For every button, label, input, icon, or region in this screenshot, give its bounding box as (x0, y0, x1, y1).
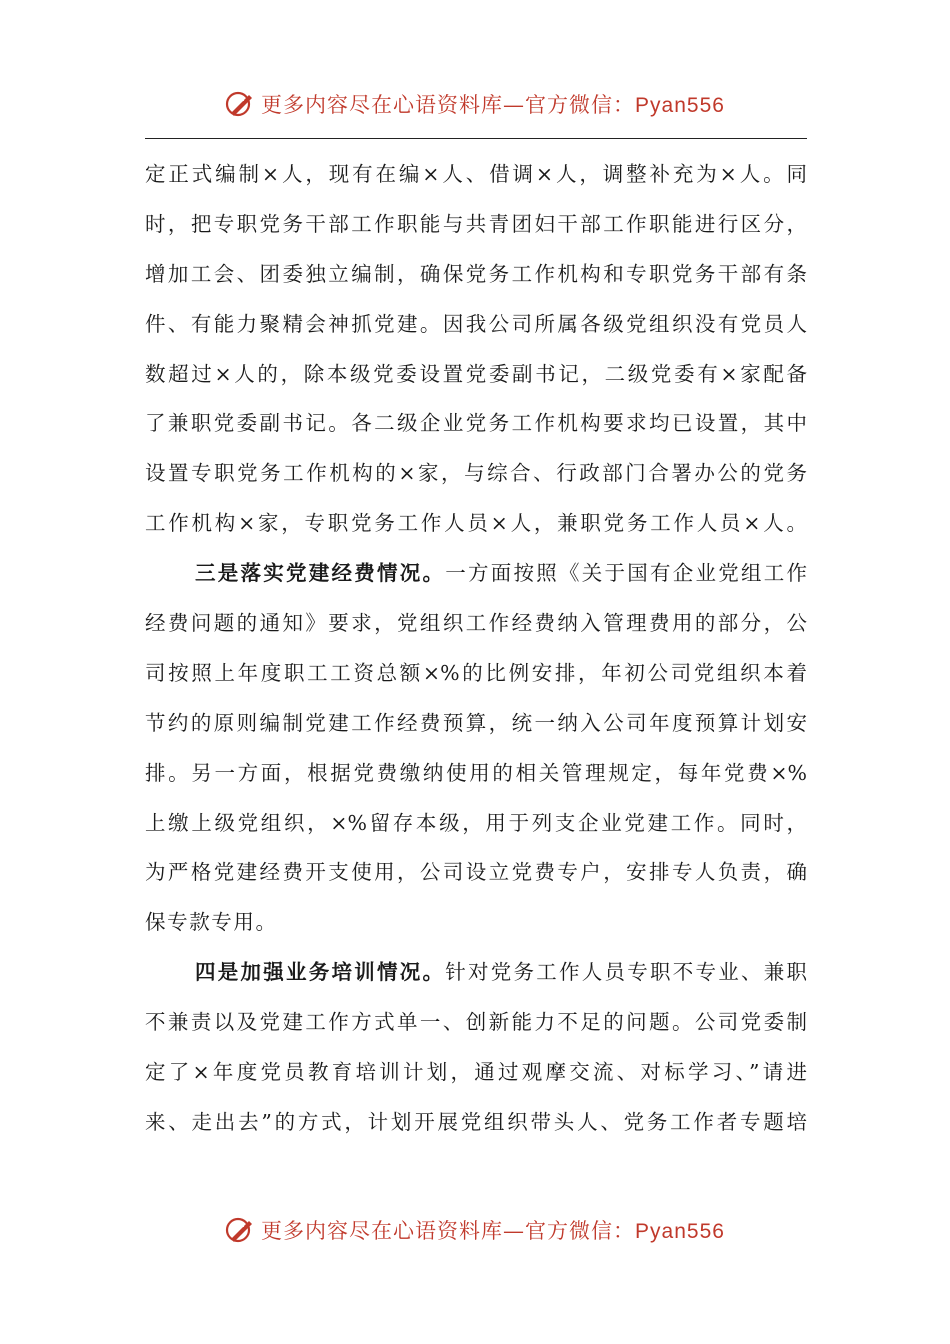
body-line: 来、走出去”的方式，计划开展党组织带头人、党务工作者专题培 (145, 1109, 807, 1134)
body-line: 增加工会、团委独立编制，确保党务工作机构和专职党务干部有条 (145, 261, 807, 286)
section4-heading: 四是加强业务培训情况。 (195, 960, 446, 985)
body-line: 排。另一方面，根据党费缴纳使用的相关管理规定，每年党费×% (145, 760, 807, 785)
body-line: 不兼责以及党建工作方式单一、创新能力不足的问题。公司党委制 (145, 1010, 807, 1035)
section3-first-line: 三是落实党建经费情况。一方面按照《关于国有企业党组工作 (195, 561, 807, 586)
body-line: 为严格党建经费开支使用，公司设立党费专户，安排专人负责，确 (145, 860, 807, 885)
header-banner (0, 84, 950, 124)
section3-heading: 三是落实党建经费情况。 (195, 561, 446, 586)
section4-first-line: 四是加强业务培训情况。针对党务工作人员专职不专业、兼职 (195, 960, 807, 985)
body-line: 经费问题的通知》要求，党组织工作经费纳入管理费用的部分，公 (145, 611, 807, 636)
body-line: 数超过×人的，除本级党委设置党委副书记，二级党委有×家配备 (145, 361, 807, 386)
body-line: 件、有能力聚精会神抓党建。因我公司所属各级党组织没有党员人 (145, 311, 807, 336)
document-body (145, 150, 807, 1148)
body-line: 上缴上级党组织，×%留存本级，用于列支企业党建工作。同时， (145, 810, 807, 835)
body-line: 设置专职党务工作机构的×家，与综合、行政部门合署办公的党务 (145, 461, 807, 486)
pen-logo-icon (225, 89, 255, 119)
body-line: 节约的原则编制党建工作经费预算，统一纳入公司年度预算计划安 (145, 710, 807, 735)
body-line: 了兼职党委副书记。各二级企业党务工作机构要求均已设置，其中 (145, 411, 807, 436)
header-divider (145, 138, 807, 139)
body-line: 定正式编制×人，现有在编×人、借调×人，调整补充为×人。同 (145, 162, 807, 186)
pen-logo-icon (225, 1215, 255, 1245)
body-line: 工作机构×家，专职党务工作人员×人，兼职党务工作人员×人。 (145, 511, 807, 536)
body-line: 保专款专用。 (145, 910, 278, 935)
body-line: 时，把专职党务干部工作职能与共青团妇干部工作职能进行区分， (145, 211, 807, 236)
body-line: 定了×年度党员教育培训计划，通过观摩交流、对标学习、”请进 (145, 1060, 807, 1085)
footer-banner (0, 1210, 950, 1250)
footer-banner-text: 更多内容尽在心语资料库—官方微信：Pyan556 (261, 1219, 725, 1243)
header-banner-text: 更多内容尽在心语资料库—官方微信：Pyan556 (261, 93, 725, 117)
body-line: 司按照上年度职工工资总额×%的比例安排，年初公司党组织本着 (145, 660, 807, 685)
